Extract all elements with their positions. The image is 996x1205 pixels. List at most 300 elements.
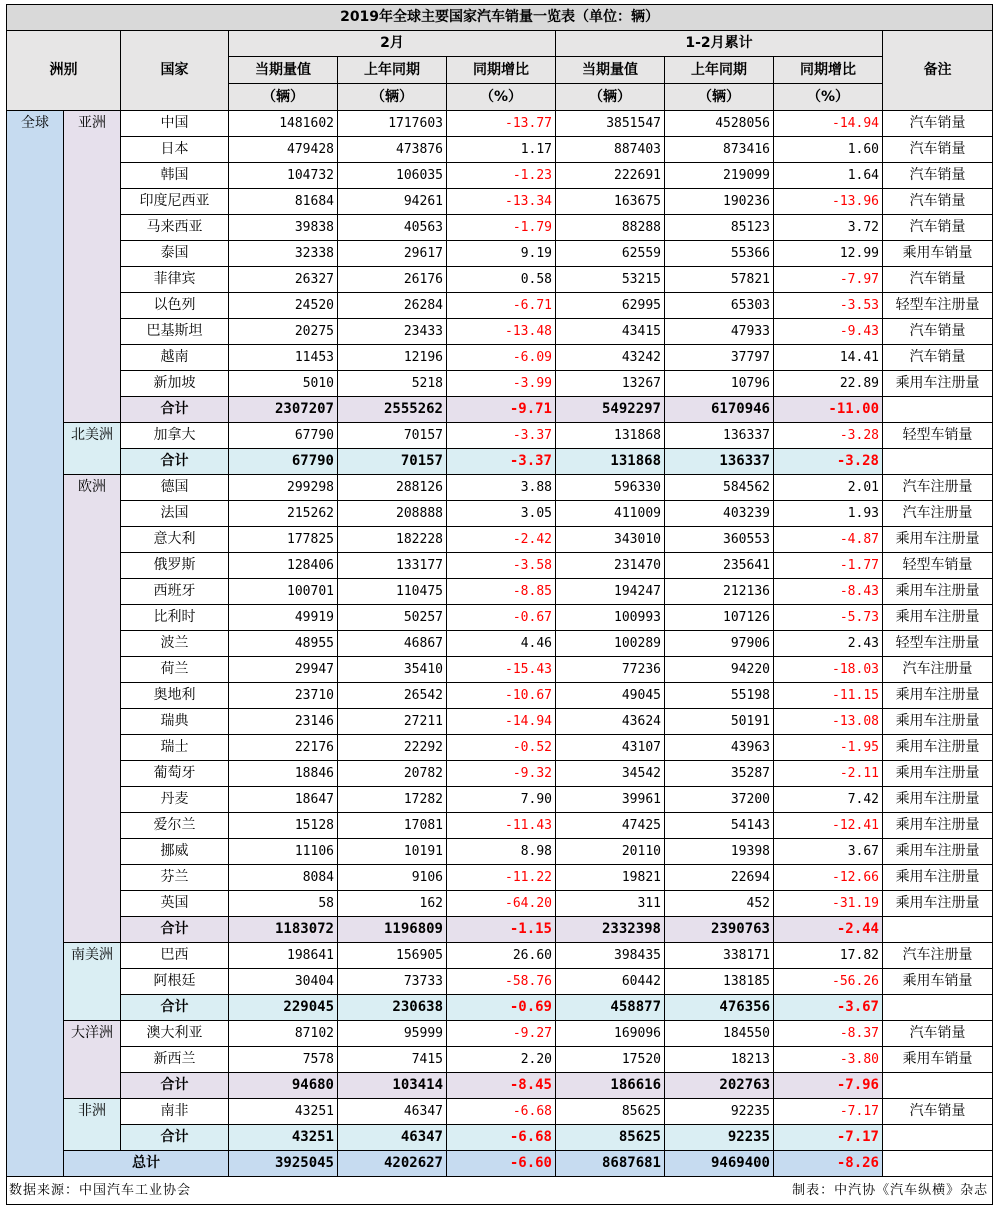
value-cell: 85123 — [665, 215, 774, 241]
value-cell: 39961 — [556, 787, 665, 813]
subtotal-value: 6170946 — [665, 397, 774, 423]
header-feb: 2月 — [229, 31, 556, 57]
table-row — [7, 319, 993, 345]
subtotal-value: 186616 — [556, 1073, 665, 1099]
subtotal-row — [7, 995, 993, 1021]
yoy-cell: -9.27 — [447, 1021, 556, 1047]
yoy-cell: -13.34 — [447, 189, 556, 215]
country-name: 新西兰 — [121, 1047, 229, 1073]
value-cell: 15128 — [229, 813, 338, 839]
value-cell: 29947 — [229, 657, 338, 683]
yoy-cell: -3.37 — [447, 423, 556, 449]
yoy-cell: -11.15 — [774, 683, 883, 709]
country-name: 日本 — [121, 137, 229, 163]
note-cell: 乘用车注册量 — [883, 579, 993, 605]
table-row — [7, 969, 993, 995]
header-unit: （辆） — [665, 84, 774, 111]
yoy-cell: -58.76 — [447, 969, 556, 995]
value-cell: 1481602 — [229, 111, 338, 137]
value-cell: 49919 — [229, 605, 338, 631]
value-cell: 208888 — [338, 501, 447, 527]
header-unit: （%） — [447, 84, 556, 111]
value-cell: 26284 — [338, 293, 447, 319]
value-cell: 29617 — [338, 241, 447, 267]
value-cell: 81684 — [229, 189, 338, 215]
yoy-cell: 9.19 — [447, 241, 556, 267]
value-cell: 1717603 — [338, 111, 447, 137]
value-cell: 62559 — [556, 241, 665, 267]
note-cell: 汽车销量 — [883, 319, 993, 345]
value-cell: 222691 — [556, 163, 665, 189]
table-row — [7, 631, 993, 657]
value-cell: 94261 — [338, 189, 447, 215]
note-cell: 乘用车注册量 — [883, 709, 993, 735]
subtotal-value: -1.15 — [447, 917, 556, 943]
table-row — [7, 761, 993, 787]
note-cell: 汽车销量 — [883, 1099, 993, 1125]
value-cell: 55366 — [665, 241, 774, 267]
value-cell: 212136 — [665, 579, 774, 605]
subtotal-label: 合计 — [121, 449, 229, 475]
value-cell: 100289 — [556, 631, 665, 657]
value-cell: 67790 — [229, 423, 338, 449]
value-cell: 182228 — [338, 527, 447, 553]
continent-label: 北美洲 — [64, 423, 121, 475]
note-cell: 汽车销量 — [883, 345, 993, 371]
value-cell: 411009 — [556, 501, 665, 527]
subtotal-value: 458877 — [556, 995, 665, 1021]
value-cell: 100701 — [229, 579, 338, 605]
note-cell: 乘用车销量 — [883, 241, 993, 267]
note-cell: 乘用车销量 — [883, 969, 993, 995]
value-cell: 7578 — [229, 1047, 338, 1073]
subtotal-value: 1196809 — [338, 917, 447, 943]
yoy-cell: -13.77 — [447, 111, 556, 137]
note-cell: 轻型车销量 — [883, 553, 993, 579]
value-cell: 46867 — [338, 631, 447, 657]
value-cell: 360553 — [665, 527, 774, 553]
table-row — [7, 215, 993, 241]
value-cell: 219099 — [665, 163, 774, 189]
subtotal-value: -7.96 — [774, 1073, 883, 1099]
table-row — [7, 735, 993, 761]
table-row — [7, 527, 993, 553]
value-cell: 35287 — [665, 761, 774, 787]
value-cell: 97906 — [665, 631, 774, 657]
table-row — [7, 475, 993, 501]
total-label: 总计 — [64, 1151, 229, 1177]
value-cell: 398435 — [556, 943, 665, 969]
value-cell: 18647 — [229, 787, 338, 813]
country-name: 丹麦 — [121, 787, 229, 813]
value-cell: 24520 — [229, 293, 338, 319]
country-name: 德国 — [121, 475, 229, 501]
value-cell: 54143 — [665, 813, 774, 839]
value-cell: 107126 — [665, 605, 774, 631]
table-row — [7, 267, 993, 293]
subtotal-note — [883, 449, 993, 475]
yoy-cell: -8.85 — [447, 579, 556, 605]
value-cell: 169096 — [556, 1021, 665, 1047]
note-cell: 轻型车注册量 — [883, 293, 993, 319]
yoy-cell: -15.43 — [447, 657, 556, 683]
table-row — [7, 1021, 993, 1047]
yoy-cell: 1.93 — [774, 501, 883, 527]
value-cell: 104732 — [229, 163, 338, 189]
table-row — [7, 345, 993, 371]
note-cell: 汽车销量 — [883, 215, 993, 241]
value-cell: 26327 — [229, 267, 338, 293]
value-cell: 50191 — [665, 709, 774, 735]
table-row — [7, 605, 993, 631]
yoy-cell: -1.77 — [774, 553, 883, 579]
value-cell: 110475 — [338, 579, 447, 605]
note-cell: 乘用车注册量 — [883, 605, 993, 631]
country-name: 俄罗斯 — [121, 553, 229, 579]
value-cell: 9106 — [338, 865, 447, 891]
note-cell: 汽车注册量 — [883, 501, 993, 527]
country-name: 巴西 — [121, 943, 229, 969]
country-name: 韩国 — [121, 163, 229, 189]
yoy-cell: -3.28 — [774, 423, 883, 449]
yoy-cell: -64.20 — [447, 891, 556, 917]
value-cell: 95999 — [338, 1021, 447, 1047]
yoy-cell: 1.64 — [774, 163, 883, 189]
header-feb-yoy: 同期增比 — [447, 57, 556, 84]
yoy-cell: -31.19 — [774, 891, 883, 917]
value-cell: 57821 — [665, 267, 774, 293]
subtotal-value: 131868 — [556, 449, 665, 475]
value-cell: 17081 — [338, 813, 447, 839]
yoy-cell: -14.94 — [774, 111, 883, 137]
yoy-cell: -2.42 — [447, 527, 556, 553]
country-name: 荷兰 — [121, 657, 229, 683]
note-cell: 汽车注册量 — [883, 943, 993, 969]
yoy-cell: 14.41 — [774, 345, 883, 371]
header-cum-yoy: 同期增比 — [774, 57, 883, 84]
note-cell: 乘用车注册量 — [883, 683, 993, 709]
subtotal-value: -3.37 — [447, 449, 556, 475]
value-cell: 65303 — [665, 293, 774, 319]
note-cell: 乘用车销量 — [883, 1047, 993, 1073]
note-cell: 轻型车销量 — [883, 423, 993, 449]
value-cell: 13267 — [556, 371, 665, 397]
country-name: 西班牙 — [121, 579, 229, 605]
value-cell: 30404 — [229, 969, 338, 995]
subtotal-note — [883, 397, 993, 423]
continent-label: 非洲 — [64, 1099, 121, 1151]
subtotal-value: 230638 — [338, 995, 447, 1021]
value-cell: 584562 — [665, 475, 774, 501]
subtotal-value: -3.67 — [774, 995, 883, 1021]
country-name: 以色列 — [121, 293, 229, 319]
country-name: 越南 — [121, 345, 229, 371]
value-cell: 198641 — [229, 943, 338, 969]
country-name: 新加坡 — [121, 371, 229, 397]
value-cell: 5010 — [229, 371, 338, 397]
subtotal-row — [7, 449, 993, 475]
country-name: 阿根廷 — [121, 969, 229, 995]
yoy-cell: 2.20 — [447, 1047, 556, 1073]
note-cell: 轻型车注册量 — [883, 631, 993, 657]
yoy-cell: -14.94 — [447, 709, 556, 735]
value-cell: 48955 — [229, 631, 338, 657]
header-unit: （辆） — [229, 84, 338, 111]
subtotal-value: 67790 — [229, 449, 338, 475]
country-name: 英国 — [121, 891, 229, 917]
subtotal-value: 85625 — [556, 1125, 665, 1151]
value-cell: 20782 — [338, 761, 447, 787]
country-name: 瑞士 — [121, 735, 229, 761]
value-cell: 23710 — [229, 683, 338, 709]
table-row — [7, 839, 993, 865]
country-name: 挪威 — [121, 839, 229, 865]
country-name: 波兰 — [121, 631, 229, 657]
country-name: 巴基斯坦 — [121, 319, 229, 345]
value-cell: 47425 — [556, 813, 665, 839]
subtotal-note — [883, 917, 993, 943]
value-cell: 163675 — [556, 189, 665, 215]
subtotal-value: 2555262 — [338, 397, 447, 423]
subtotal-value: 103414 — [338, 1073, 447, 1099]
yoy-cell: 2.43 — [774, 631, 883, 657]
value-cell: 887403 — [556, 137, 665, 163]
table-row — [7, 943, 993, 969]
continent-label: 欧洲 — [64, 475, 121, 943]
note-cell: 汽车销量 — [883, 267, 993, 293]
value-cell: 23433 — [338, 319, 447, 345]
value-cell: 288126 — [338, 475, 447, 501]
subtotal-value: -0.69 — [447, 995, 556, 1021]
value-cell: 32338 — [229, 241, 338, 267]
value-cell: 26176 — [338, 267, 447, 293]
value-cell: 100993 — [556, 605, 665, 631]
header-cumulative: 1-2月累计 — [556, 31, 883, 57]
table-row — [7, 241, 993, 267]
yoy-cell: 4.46 — [447, 631, 556, 657]
value-cell: 343010 — [556, 527, 665, 553]
note-cell: 乘用车注册量 — [883, 787, 993, 813]
country-name: 南非 — [121, 1099, 229, 1125]
country-name: 芬兰 — [121, 865, 229, 891]
value-cell: 8084 — [229, 865, 338, 891]
yoy-cell: -1.95 — [774, 735, 883, 761]
value-cell: 73733 — [338, 969, 447, 995]
subtotal-note — [883, 995, 993, 1021]
yoy-cell: -13.48 — [447, 319, 556, 345]
table-row — [7, 501, 993, 527]
value-cell: 177825 — [229, 527, 338, 553]
table-row — [7, 683, 993, 709]
table-row — [7, 787, 993, 813]
yoy-cell: 2.01 — [774, 475, 883, 501]
value-cell: 452 — [665, 891, 774, 917]
country-name: 中国 — [121, 111, 229, 137]
table-row — [7, 891, 993, 917]
country-name: 菲律宾 — [121, 267, 229, 293]
yoy-cell: 8.98 — [447, 839, 556, 865]
value-cell: 55198 — [665, 683, 774, 709]
note-cell: 汽车销量 — [883, 189, 993, 215]
yoy-cell: 22.89 — [774, 371, 883, 397]
note-cell: 乘用车注册量 — [883, 891, 993, 917]
yoy-cell: 1.17 — [447, 137, 556, 163]
yoy-cell: -6.09 — [447, 345, 556, 371]
yoy-cell: 3.72 — [774, 215, 883, 241]
country-name: 意大利 — [121, 527, 229, 553]
yoy-cell: -9.32 — [447, 761, 556, 787]
value-cell: 190236 — [665, 189, 774, 215]
value-cell: 194247 — [556, 579, 665, 605]
subtotal-value: 1183072 — [229, 917, 338, 943]
sales-sheet — [6, 4, 992, 1205]
note-cell: 乘用车注册量 — [883, 839, 993, 865]
value-cell: 12196 — [338, 345, 447, 371]
country-name: 加拿大 — [121, 423, 229, 449]
value-cell: 184550 — [665, 1021, 774, 1047]
header-feb-current: 当期量值 — [229, 57, 338, 84]
value-cell: 20110 — [556, 839, 665, 865]
sales-table — [6, 4, 993, 1205]
table-row — [7, 111, 993, 137]
header-cum-last-year: 上年同期 — [665, 57, 774, 84]
country-name: 奥地利 — [121, 683, 229, 709]
note-cell: 乘用车注册量 — [883, 761, 993, 787]
value-cell: 60442 — [556, 969, 665, 995]
value-cell: 43624 — [556, 709, 665, 735]
note-cell: 汽车销量 — [883, 137, 993, 163]
header-cum-current: 当期量值 — [556, 57, 665, 84]
subtotal-row — [7, 1073, 993, 1099]
header-unit: （辆） — [338, 84, 447, 111]
value-cell: 299298 — [229, 475, 338, 501]
yoy-cell: -1.23 — [447, 163, 556, 189]
value-cell: 10796 — [665, 371, 774, 397]
value-cell: 17520 — [556, 1047, 665, 1073]
subtotal-value: 46347 — [338, 1125, 447, 1151]
value-cell: 53215 — [556, 267, 665, 293]
footer — [7, 1177, 993, 1205]
subtotal-value: 43251 — [229, 1125, 338, 1151]
continent-label: 南美洲 — [64, 943, 121, 1021]
yoy-cell: -6.68 — [447, 1099, 556, 1125]
note-cell: 乘用车注册量 — [883, 813, 993, 839]
value-cell: 26542 — [338, 683, 447, 709]
note-cell: 乘用车注册量 — [883, 735, 993, 761]
subtotal-value: 2332398 — [556, 917, 665, 943]
value-cell: 92235 — [665, 1099, 774, 1125]
table-title: 2019年全球主要国家汽车销量一览表（单位：辆） — [7, 5, 993, 31]
data-source: 数据来源：中国汽车工业协会 — [9, 1183, 192, 1198]
subtotal-value: -8.45 — [447, 1073, 556, 1099]
note-cell: 乘用车注册量 — [883, 527, 993, 553]
table-row — [7, 813, 993, 839]
header-unit: （%） — [774, 84, 883, 111]
subtotal-value: -7.17 — [774, 1125, 883, 1151]
value-cell: 235641 — [665, 553, 774, 579]
subtotal-value: 5492297 — [556, 397, 665, 423]
note-cell: 汽车销量 — [883, 1021, 993, 1047]
value-cell: 35410 — [338, 657, 447, 683]
value-cell: 136337 — [665, 423, 774, 449]
subtotal-label: 合计 — [121, 995, 229, 1021]
yoy-cell: -3.99 — [447, 371, 556, 397]
value-cell: 215262 — [229, 501, 338, 527]
value-cell: 27211 — [338, 709, 447, 735]
value-cell: 43242 — [556, 345, 665, 371]
country-name: 法国 — [121, 501, 229, 527]
header-continent: 洲别 — [7, 31, 121, 111]
table-row — [7, 1099, 993, 1125]
yoy-cell: 7.42 — [774, 787, 883, 813]
yoy-cell: 3.88 — [447, 475, 556, 501]
country-name: 瑞典 — [121, 709, 229, 735]
total-value: 8687681 — [556, 1151, 665, 1177]
value-cell: 43251 — [229, 1099, 338, 1125]
yoy-cell: -3.80 — [774, 1047, 883, 1073]
subtotal-value: 202763 — [665, 1073, 774, 1099]
yoy-cell: -12.66 — [774, 865, 883, 891]
yoy-cell: -10.67 — [447, 683, 556, 709]
yoy-cell: -9.43 — [774, 319, 883, 345]
total-value: 4202627 — [338, 1151, 447, 1177]
value-cell: 50257 — [338, 605, 447, 631]
subtotal-value: -2.44 — [774, 917, 883, 943]
yoy-cell: -8.43 — [774, 579, 883, 605]
value-cell: 131868 — [556, 423, 665, 449]
country-name: 比利时 — [121, 605, 229, 631]
yoy-cell: -5.73 — [774, 605, 883, 631]
subtotal-value: -6.68 — [447, 1125, 556, 1151]
subtotal-label: 合计 — [121, 397, 229, 423]
value-cell: 596330 — [556, 475, 665, 501]
yoy-cell: -0.52 — [447, 735, 556, 761]
subtotal-value: -3.28 — [774, 449, 883, 475]
subtotal-note — [883, 1073, 993, 1099]
value-cell: 17282 — [338, 787, 447, 813]
header-country: 国家 — [121, 31, 229, 111]
value-cell: 88288 — [556, 215, 665, 241]
value-cell: 479428 — [229, 137, 338, 163]
value-cell: 43415 — [556, 319, 665, 345]
value-cell: 311 — [556, 891, 665, 917]
yoy-cell: -11.43 — [447, 813, 556, 839]
subtotal-value: 70157 — [338, 449, 447, 475]
value-cell: 4528056 — [665, 111, 774, 137]
yoy-cell: -1.79 — [447, 215, 556, 241]
yoy-cell: -18.03 — [774, 657, 883, 683]
value-cell: 138185 — [665, 969, 774, 995]
value-cell: 85625 — [556, 1099, 665, 1125]
value-cell: 19398 — [665, 839, 774, 865]
yoy-cell: -3.58 — [447, 553, 556, 579]
yoy-cell: 3.05 — [447, 501, 556, 527]
continent-label: 亚洲 — [64, 111, 121, 423]
table-row — [7, 163, 993, 189]
value-cell: 34542 — [556, 761, 665, 787]
subtotal-value: 2390763 — [665, 917, 774, 943]
yoy-cell: -0.67 — [447, 605, 556, 631]
value-cell: 106035 — [338, 163, 447, 189]
subtotal-value: 2307207 — [229, 397, 338, 423]
value-cell: 231470 — [556, 553, 665, 579]
subtotal-label: 合计 — [121, 1073, 229, 1099]
value-cell: 11453 — [229, 345, 338, 371]
value-cell: 22176 — [229, 735, 338, 761]
value-cell: 156905 — [338, 943, 447, 969]
table-row — [7, 137, 993, 163]
yoy-cell: -2.11 — [774, 761, 883, 787]
